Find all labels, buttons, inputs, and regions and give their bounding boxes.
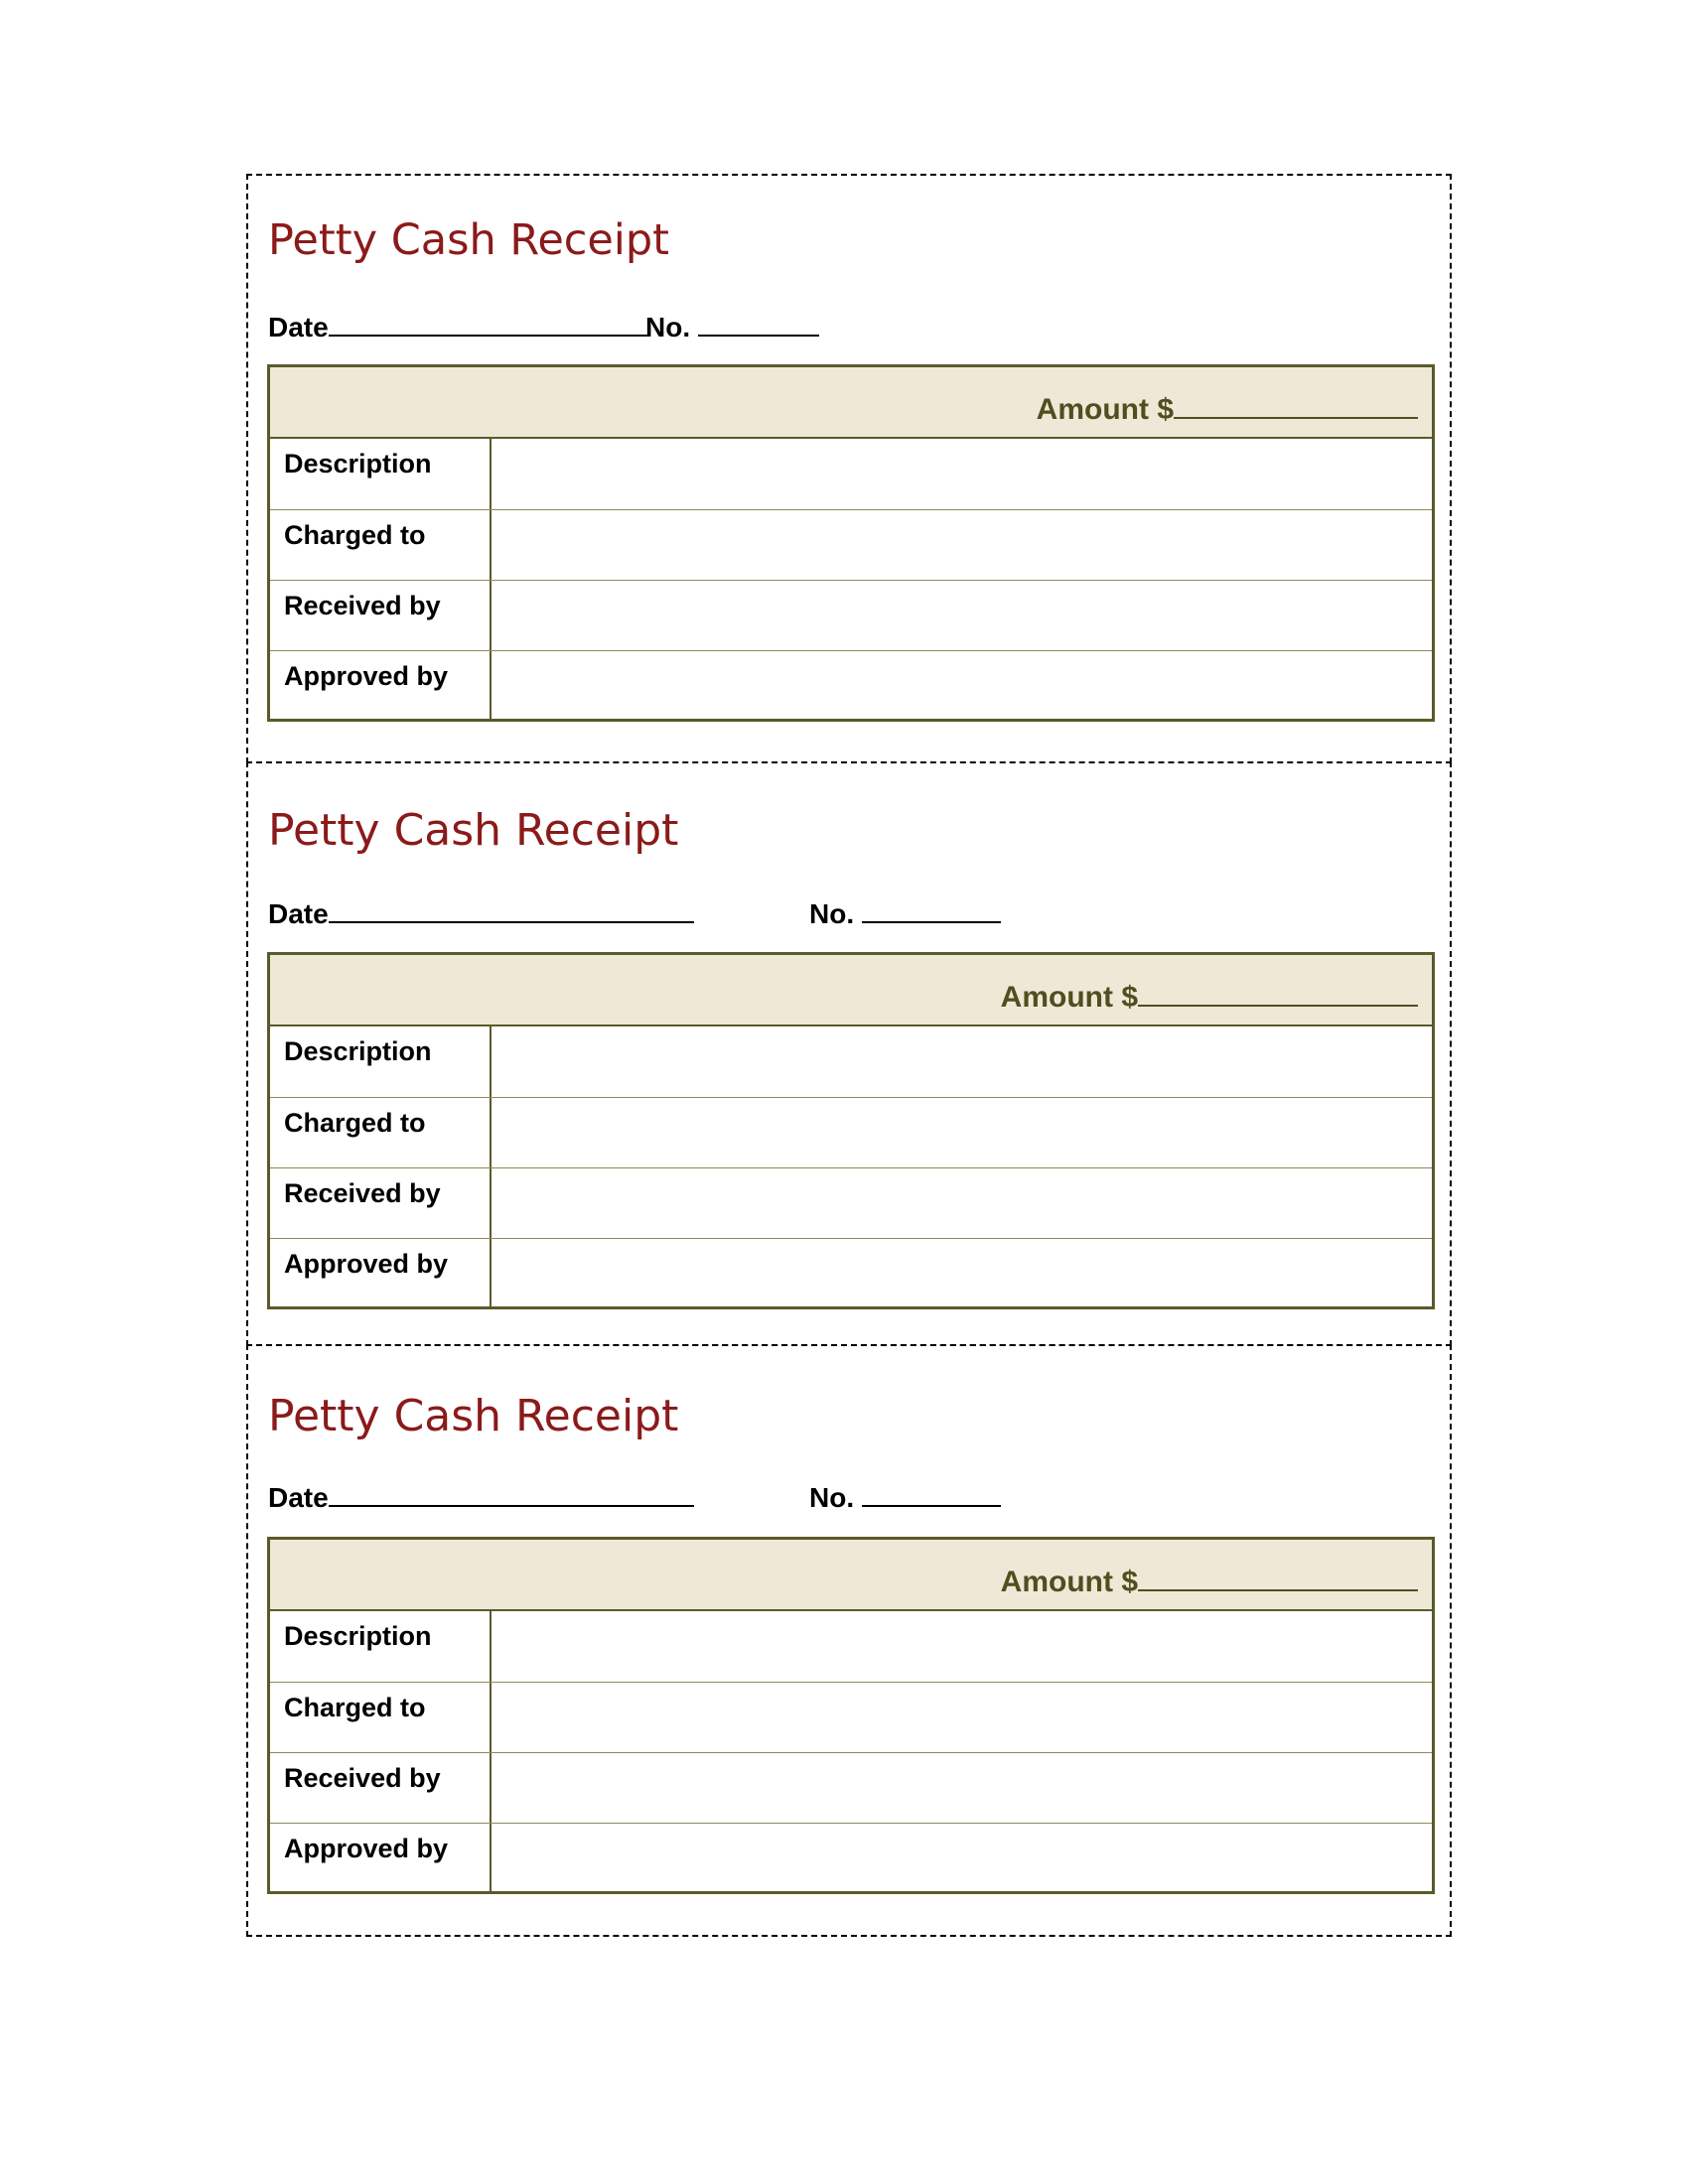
amount-blank-line[interactable] xyxy=(1138,1560,1418,1591)
amount-field[interactable] xyxy=(1001,1560,1418,1599)
amount-label: Amount $ xyxy=(1000,981,1138,1014)
receipt-title: Petty Cash Receipt xyxy=(268,805,679,856)
field-label: Description xyxy=(284,449,432,478)
amount-header xyxy=(270,367,1432,439)
amount-field[interactable] xyxy=(1037,387,1418,427)
amount-header xyxy=(270,1540,1432,1611)
table-row-description xyxy=(270,1611,1432,1682)
date-field[interactable] xyxy=(268,307,648,343)
received-by-value-cell[interactable] xyxy=(491,581,1432,650)
date-number-row xyxy=(268,893,1410,933)
received-by-value-cell[interactable] xyxy=(491,1753,1432,1823)
number-field[interactable] xyxy=(645,307,819,343)
table-row-approved-by xyxy=(270,1238,1432,1308)
amount-label: Amount $ xyxy=(1036,393,1174,426)
number-label: No. xyxy=(809,1482,855,1513)
date-label: Date xyxy=(268,898,329,929)
approved-by-value-cell[interactable] xyxy=(491,651,1432,721)
number-blank-line[interactable] xyxy=(862,1477,1001,1507)
date-number-row xyxy=(268,1477,1410,1517)
field-label: Received by xyxy=(284,1178,441,1208)
charged-to-value-cell[interactable] xyxy=(491,1098,1432,1167)
number-blank-line[interactable] xyxy=(698,307,819,337)
number-label: No. xyxy=(645,312,691,342)
number-field[interactable] xyxy=(809,1477,1001,1514)
amount-blank-line[interactable] xyxy=(1174,387,1418,419)
number-field[interactable] xyxy=(809,893,1001,930)
date-field[interactable] xyxy=(268,1477,694,1514)
date-blank-line[interactable] xyxy=(329,307,648,337)
date-field[interactable] xyxy=(268,893,694,930)
amount-blank-line[interactable] xyxy=(1138,975,1418,1007)
number-blank-line[interactable] xyxy=(862,893,1001,923)
charged-to-value-cell[interactable] xyxy=(491,1683,1432,1752)
table-row-charged-to xyxy=(270,1097,1432,1167)
charged-to-value-cell[interactable] xyxy=(491,510,1432,580)
field-label: Received by xyxy=(284,591,441,620)
field-label: Description xyxy=(284,1621,432,1651)
field-label: Charged to xyxy=(284,1108,426,1138)
description-value-cell[interactable] xyxy=(491,439,1432,509)
field-label: Approved by xyxy=(284,661,449,691)
date-label: Date xyxy=(268,312,329,342)
field-label: Description xyxy=(284,1036,432,1066)
table-row-description xyxy=(270,1026,1432,1097)
petty-cash-receipt-3 xyxy=(246,1344,1452,1937)
receipt-table xyxy=(267,364,1435,722)
receipt-title: Petty Cash Receipt xyxy=(268,1391,679,1441)
amount-header xyxy=(270,955,1432,1026)
approved-by-value-cell[interactable] xyxy=(491,1239,1432,1308)
table-row-description xyxy=(270,439,1432,509)
table-row-approved-by xyxy=(270,1823,1432,1893)
field-label: Charged to xyxy=(284,520,426,550)
table-row-charged-to xyxy=(270,509,1432,580)
date-blank-line[interactable] xyxy=(329,1477,694,1507)
field-label: Charged to xyxy=(284,1693,426,1722)
amount-label: Amount $ xyxy=(1000,1566,1138,1598)
petty-cash-receipt-1 xyxy=(246,174,1452,763)
description-value-cell[interactable] xyxy=(491,1611,1432,1682)
table-row-received-by xyxy=(270,1752,1432,1823)
table-row-received-by xyxy=(270,1167,1432,1238)
field-label: Received by xyxy=(284,1763,441,1793)
date-number-row xyxy=(268,307,1410,346)
description-value-cell[interactable] xyxy=(491,1026,1432,1097)
number-label: No. xyxy=(809,898,855,929)
receipt-table xyxy=(267,952,1435,1309)
field-label: Approved by xyxy=(284,1249,449,1279)
amount-field[interactable] xyxy=(1001,975,1418,1015)
receipt-table xyxy=(267,1537,1435,1894)
received-by-value-cell[interactable] xyxy=(491,1168,1432,1238)
date-label: Date xyxy=(268,1482,329,1513)
approved-by-value-cell[interactable] xyxy=(491,1824,1432,1893)
field-label: Approved by xyxy=(284,1834,449,1863)
table-row-received-by xyxy=(270,580,1432,650)
table-row-charged-to xyxy=(270,1682,1432,1752)
receipt-title: Petty Cash Receipt xyxy=(268,215,669,265)
petty-cash-receipt-2 xyxy=(246,761,1452,1346)
table-row-approved-by xyxy=(270,650,1432,721)
date-blank-line[interactable] xyxy=(329,893,694,923)
